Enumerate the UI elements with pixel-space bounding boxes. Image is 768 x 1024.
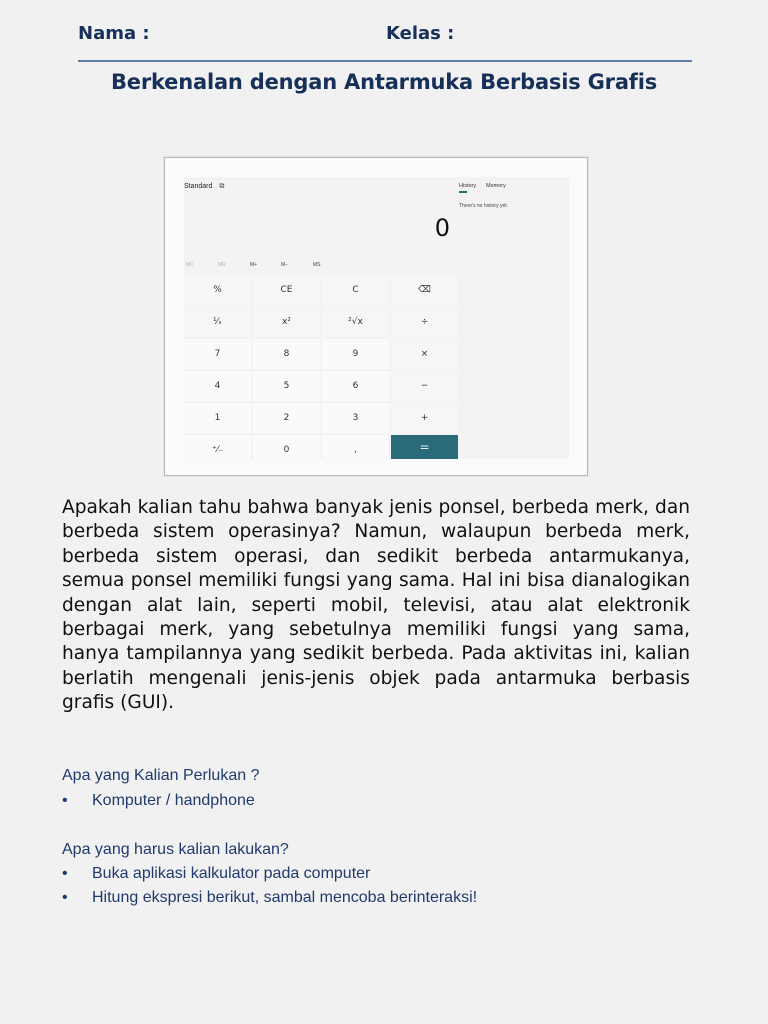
kelas-label: Kelas : xyxy=(386,23,455,44)
tasks-list xyxy=(62,862,477,911)
memory-row xyxy=(186,262,456,272)
intro-paragraph: Apakah kalian tahu bahwa banyak jenis ponsel, berbeda merk, dan berbeda sistem operasinya? Namun, walaupun berbeda merk, berbeda sistem operasi, dan sedikit berbeda antarmukanya, semua ponsel memiliki fungsi yang sama. Hal ini bisa dianalogikan dengan alat lain, seperti mobil, televisi, atau alat elektronik berbagai merk, yang sebetulnya memiliki fungsi yang sama, hanya tampilannya yang sedikit berbeda. Pada aktivitas ini, kalian berlatih mengenali jenis-jenis objek pada antarmuka berbasis grafis (GUI). xyxy=(62,497,690,714)
plus-key[interactable]: + xyxy=(391,403,458,433)
clear-key[interactable]: C xyxy=(322,275,389,305)
list-item-text: Komputer / handphone xyxy=(92,792,255,809)
memory-add-button[interactable]: M+ xyxy=(250,262,258,268)
page-title: Berkenalan dengan Antarmuka Berbasis Grafis xyxy=(110,70,658,94)
negate-key[interactable]: ⁺⁄₋ xyxy=(184,435,251,465)
nama-label: Nama : xyxy=(78,23,150,44)
digit-7-key[interactable]: 7 xyxy=(184,339,251,369)
minus-key[interactable]: − xyxy=(391,371,458,401)
digit-9-key[interactable]: 9 xyxy=(322,339,389,369)
digit-2-key[interactable]: 2 xyxy=(253,403,320,433)
list-item-text: Hitung ekspresi berikut, sambal mencoba berinteraksi! xyxy=(92,889,478,907)
digit-8-key[interactable]: 8 xyxy=(253,339,320,369)
equals-key[interactable]: = xyxy=(391,435,458,459)
memory-recall-button[interactable]: MR xyxy=(218,262,226,268)
history-tab-indicator xyxy=(459,191,467,193)
bullet-icon: • xyxy=(62,889,68,907)
needs-list xyxy=(62,789,255,813)
history-empty-message: There's no history yet. xyxy=(459,203,509,209)
digit-3-key[interactable]: 3 xyxy=(322,403,389,433)
mode-label: Standard xyxy=(184,183,213,190)
list-item-text: Buka aplikasi kalkulator pada computer xyxy=(92,865,371,882)
tab-memory[interactable]: Memory xyxy=(486,183,506,189)
digit-0-key[interactable]: 0 xyxy=(253,435,320,465)
memory-store-button[interactable]: MS xyxy=(313,262,321,268)
header xyxy=(78,22,692,62)
calculator-mode xyxy=(184,183,224,191)
digit-1-key[interactable]: 1 xyxy=(184,403,251,433)
list-item xyxy=(62,862,477,886)
tab-history[interactable]: History xyxy=(459,183,477,189)
digit-4-key[interactable]: 4 xyxy=(184,371,251,401)
keep-on-top-icon: ⧉ xyxy=(219,183,225,190)
bullet-icon: • xyxy=(62,865,68,882)
keypad xyxy=(184,275,452,459)
list-item xyxy=(62,886,477,910)
square-key[interactable]: x² xyxy=(253,307,320,337)
list-item xyxy=(62,789,255,813)
digit-5-key[interactable]: 5 xyxy=(253,371,320,401)
divide-key[interactable]: ÷ xyxy=(391,307,458,337)
clear-entry-key[interactable]: CE xyxy=(253,275,320,305)
percent-key[interactable]: % xyxy=(184,275,251,305)
memory-subtract-button[interactable]: M− xyxy=(281,262,289,268)
bullet-icon: • xyxy=(62,792,68,809)
square-root-key[interactable]: ²√x xyxy=(322,307,389,337)
calculator-window xyxy=(184,177,569,459)
section-heading-tasks: Apa yang harus kalian lakukan? xyxy=(62,841,289,858)
multiply-key[interactable]: × xyxy=(391,339,458,369)
decimal-key[interactable]: , xyxy=(322,435,389,465)
digit-6-key[interactable]: 6 xyxy=(322,371,389,401)
section-heading-needs: Apa yang Kalian Perlukan ? xyxy=(62,767,260,784)
backspace-key[interactable]: ⌫ xyxy=(391,275,458,305)
reciprocal-key[interactable]: ¹⁄ₓ xyxy=(184,307,251,337)
calculator-display: 0 xyxy=(434,214,450,242)
calculator-screenshot xyxy=(164,157,588,476)
memory-clear-button[interactable]: MC xyxy=(186,262,194,268)
history-panel xyxy=(456,177,569,459)
